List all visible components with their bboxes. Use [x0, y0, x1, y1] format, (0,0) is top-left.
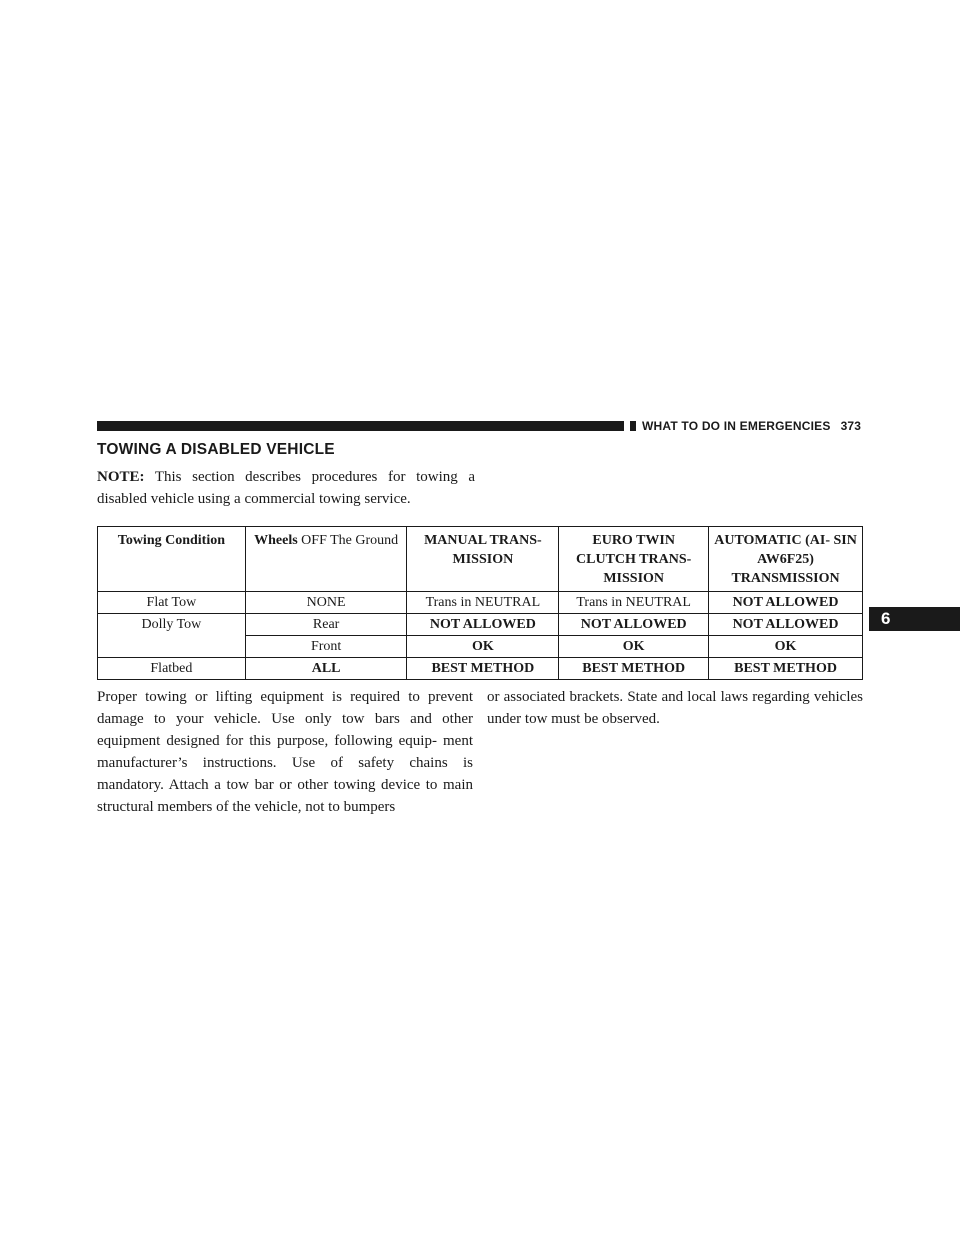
cell-automatic: NOT ALLOWED	[709, 592, 863, 614]
note-paragraph	[97, 466, 475, 510]
header-manual: MANUAL TRANS- MISSION	[407, 527, 559, 592]
note-label: NOTE:	[97, 469, 145, 485]
cell-automatic: BEST METHOD	[709, 658, 863, 680]
cell-automatic: OK	[709, 636, 863, 658]
section-title: TOWING A DISABLED VEHICLE	[97, 441, 335, 458]
header-towing-condition: Towing Condition	[98, 527, 246, 592]
cell-euro: Trans in NEUTRAL	[559, 592, 709, 614]
cell-manual: NOT ALLOWED	[407, 614, 559, 636]
table-row	[98, 614, 863, 636]
table-row	[98, 592, 863, 614]
towing-table	[97, 526, 863, 680]
cell-manual: BEST METHOD	[407, 658, 559, 680]
table-header-row	[98, 527, 863, 592]
body-paragraph-column-1: Proper towing or lifting equipment is required to prevent damage to your vehicle. Use only tow bars and other equipment designed for this purpose, following equip- ment manufacturer’s instructions. Use of safety chains is mandatory. Attach a tow bar or other towing device to main structural members of the vehicle, not to bumpers	[97, 689, 473, 815]
cell-automatic: NOT ALLOWED	[709, 614, 863, 636]
cell-euro: BEST METHOD	[559, 658, 709, 680]
cell-manual: Trans in NEUTRAL	[407, 592, 559, 614]
header-wheels-bold: Wheels	[254, 533, 298, 548]
header-euro: EURO TWIN CLUTCH TRANS- MISSION	[559, 527, 709, 592]
page-number: 373	[840, 419, 862, 433]
cell-wheels: ALL	[245, 658, 407, 680]
cell-condition: Dolly Tow	[98, 614, 246, 658]
cell-euro: OK	[559, 636, 709, 658]
header-rule-left	[97, 421, 624, 431]
cell-condition: Flat Tow	[98, 592, 246, 614]
running-head	[636, 419, 865, 433]
cell-condition: Flatbed	[98, 658, 246, 680]
chapter-tab: 6	[869, 607, 960, 631]
cell-wheels: NONE	[245, 592, 407, 614]
cell-wheels: Rear	[245, 614, 407, 636]
cell-euro: NOT ALLOWED	[559, 614, 709, 636]
note-text: This section describes procedures for towing a disabled vehicle using a commercial towing service.	[97, 469, 475, 507]
table-row	[98, 658, 863, 680]
running-head-section: WHAT TO DO IN EMERGENCIES	[642, 419, 831, 433]
header-wheels	[245, 527, 407, 592]
header-wheels-rest: OFF The Ground	[301, 533, 399, 548]
cell-manual: OK	[407, 636, 559, 658]
header-automatic: AUTOMATIC (AI- SIN AW6F25) TRANSMISSION	[709, 527, 863, 592]
cell-wheels: Front	[245, 636, 407, 658]
body-paragraph-column-2: or associated brackets. State and local laws regarding vehicles under tow must be observed.	[487, 689, 863, 727]
